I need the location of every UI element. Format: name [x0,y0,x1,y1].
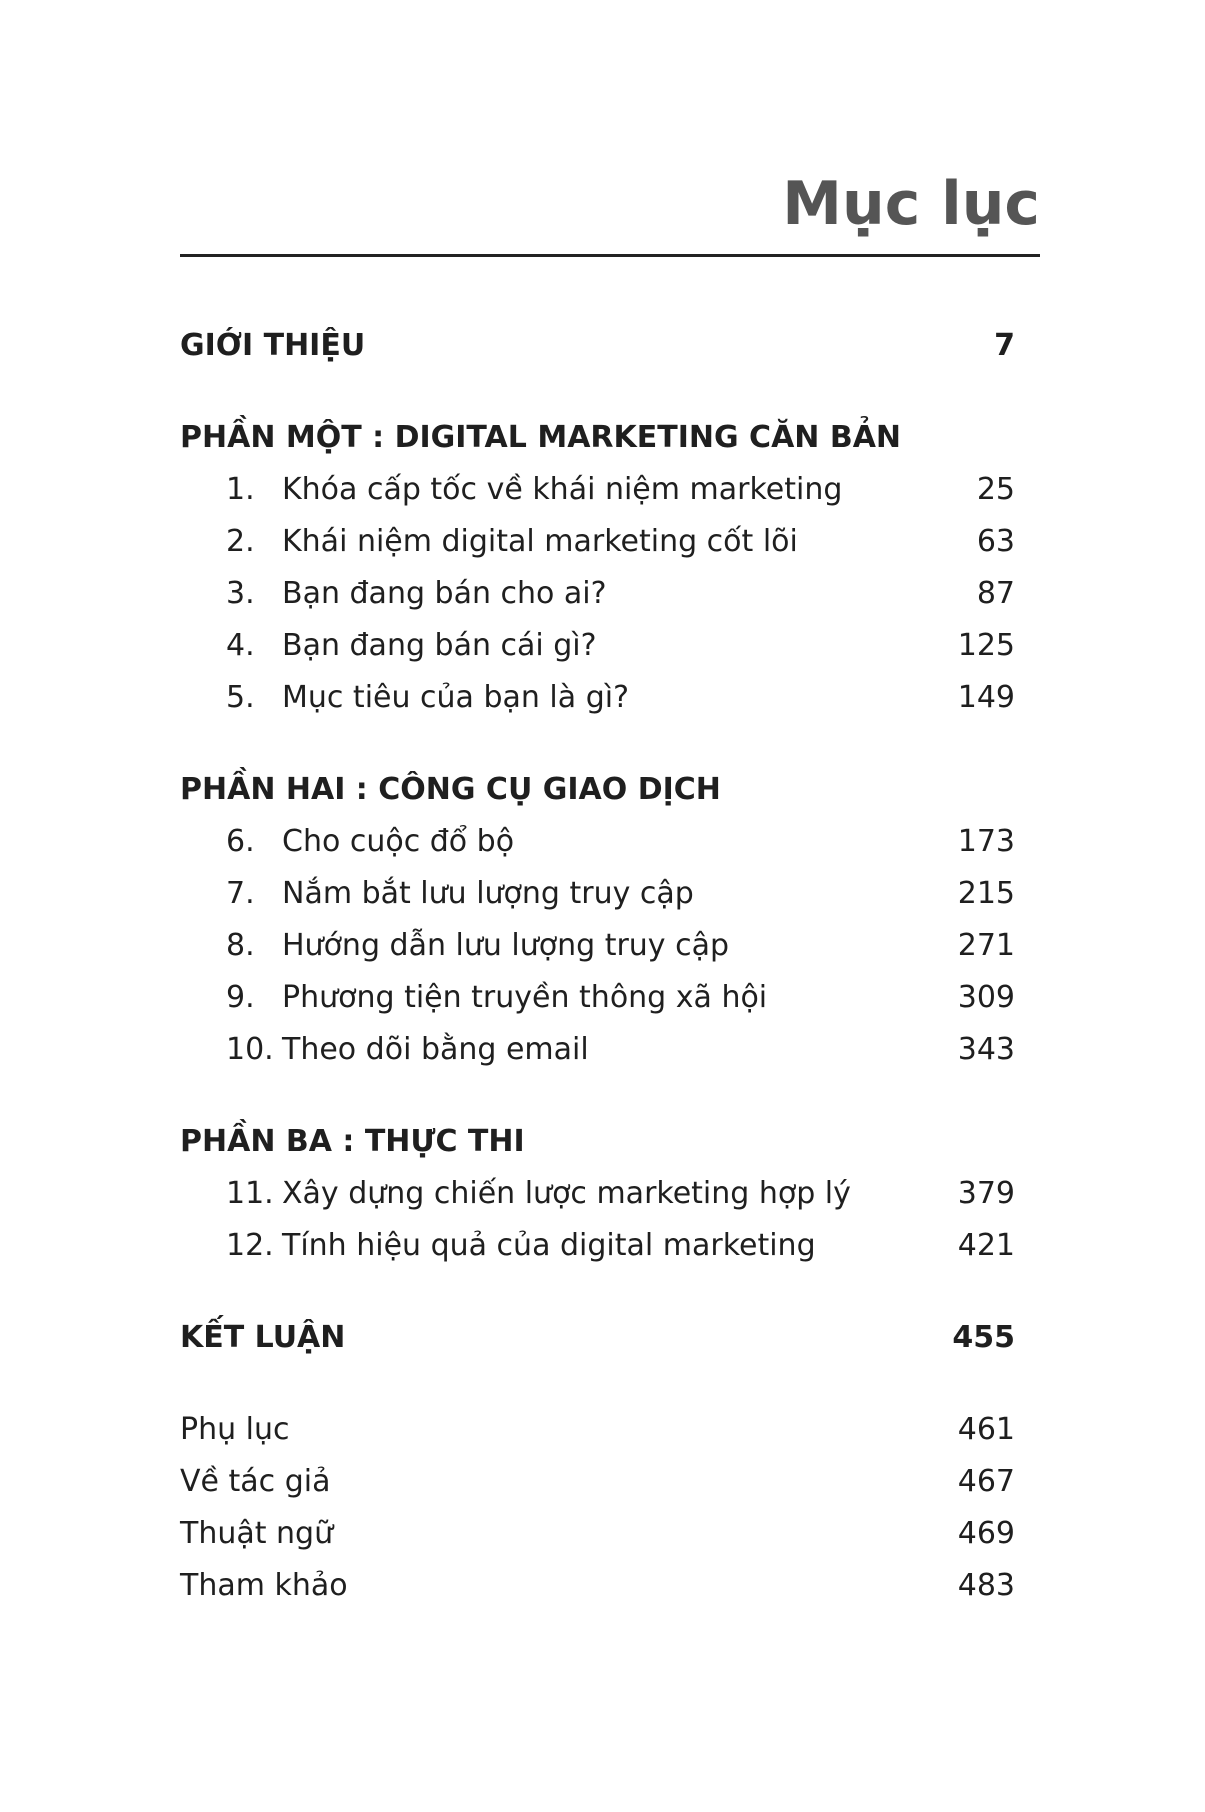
entry-page-number: 125 [957,628,1015,663]
chapter-title: Xây dựng chiến lược marketing hợp lý [282,1176,851,1211]
toc-page [180,0,1040,1812]
part-label: PHẦN BA : THỰC THI [180,1124,525,1159]
entry-label: Về tác giả [180,1464,331,1499]
entry-label: Tham khảo [180,1568,348,1603]
entry-label: GIỚI THIỆU [180,328,366,363]
entry-page-number: 309 [957,980,1015,1015]
page-title: Mục lục [782,169,1040,239]
toc-entry-chapter-4[interactable] [180,620,1015,672]
toc-entry-chapter-2[interactable] [180,516,1015,568]
chapter-title: Bạn đang bán cái gì? [282,628,597,663]
chapter-title: Khái niệm digital marketing cốt lõi [282,524,798,559]
chapter-title: Khóa cấp tốc về khái niệm marketing [282,472,843,507]
toc-entry-glossary[interactable] [180,1508,1015,1560]
chapter-title: Nắm bắt lưu lượng truy cập [282,876,694,911]
chapter-number: 6. [226,824,255,859]
toc-entry-chapter-9[interactable] [180,972,1015,1024]
toc-entry-appendix[interactable] [180,1404,1015,1456]
chapter-title: Mục tiêu của bạn là gì? [282,680,629,715]
entry-page-number: 343 [957,1032,1015,1067]
entry-label: Thuật ngữ [180,1516,334,1551]
chapter-title: Bạn đang bán cho ai? [282,576,607,611]
toc-entry-chapter-3[interactable] [180,568,1015,620]
chapter-title: Tính hiệu quả của digital marketing [282,1228,816,1263]
part-label: PHẦN MỘT : DIGITAL MARKETING CĂN BẢN [180,420,902,455]
chapter-number: 9. [226,980,255,1015]
chapter-title: Theo dõi bằng email [282,1032,589,1067]
entry-page-number: 271 [957,928,1015,963]
entry-page-number: 483 [957,1568,1015,1603]
chapter-number: 1. [226,472,255,507]
chapter-number: 4. [226,628,255,663]
entry-page-number: 149 [957,680,1015,715]
entry-page-number: 215 [957,876,1015,911]
part-heading-3[interactable] [180,1116,1015,1168]
chapter-number: 5. [226,680,255,715]
toc-entry-conclusion[interactable] [180,1312,1015,1364]
toc-entry-chapter-12[interactable] [180,1220,1015,1272]
toc-entry-chapter-11[interactable] [180,1168,1015,1220]
toc-entry-chapter-7[interactable] [180,868,1015,920]
title-divider [180,254,1040,257]
entry-page-number: 469 [957,1516,1015,1551]
entry-page-number: 467 [957,1464,1015,1499]
entry-page-number: 7 [994,328,1015,363]
chapter-number: 7. [226,876,255,911]
toc-entry-chapter-10[interactable] [180,1024,1015,1076]
toc-entry-chapter-8[interactable] [180,920,1015,972]
part-heading-1[interactable] [180,412,1015,464]
toc-entry-about-author[interactable] [180,1456,1015,1508]
toc-entry-references[interactable] [180,1560,1015,1612]
entry-page-number: 455 [952,1320,1015,1355]
chapter-title: Phương tiện truyền thông xã hội [282,980,768,1015]
entry-page-number: 87 [976,576,1015,611]
chapter-number: 3. [226,576,255,611]
entry-label: Phụ lục [180,1412,290,1447]
part-heading-2[interactable] [180,764,1015,816]
entry-page-number: 461 [957,1412,1015,1447]
toc-entry-chapter-6[interactable] [180,816,1015,868]
chapter-number: 10. [226,1032,274,1067]
chapter-number: 12. [226,1228,274,1263]
chapter-number: 11. [226,1176,274,1211]
part-label: PHẦN HAI : CÔNG CỤ GIAO DỊCH [180,772,721,807]
entry-label: KẾT LUẬN [180,1320,346,1355]
toc-entry-chapter-5[interactable] [180,672,1015,724]
chapter-title: Cho cuộc đổ bộ [282,824,515,859]
chapter-number: 8. [226,928,255,963]
chapter-number: 2. [226,524,255,559]
entry-page-number: 421 [957,1228,1015,1263]
entry-page-number: 173 [957,824,1015,859]
entry-page-number: 25 [976,472,1015,507]
chapter-title: Hướng dẫn lưu lượng truy cập [282,928,730,963]
toc-entry-chapter-1[interactable] [180,464,1015,516]
entry-page-number: 379 [957,1176,1015,1211]
table-of-contents [180,320,1015,1612]
toc-entry-intro[interactable] [180,320,1015,372]
entry-page-number: 63 [976,524,1015,559]
